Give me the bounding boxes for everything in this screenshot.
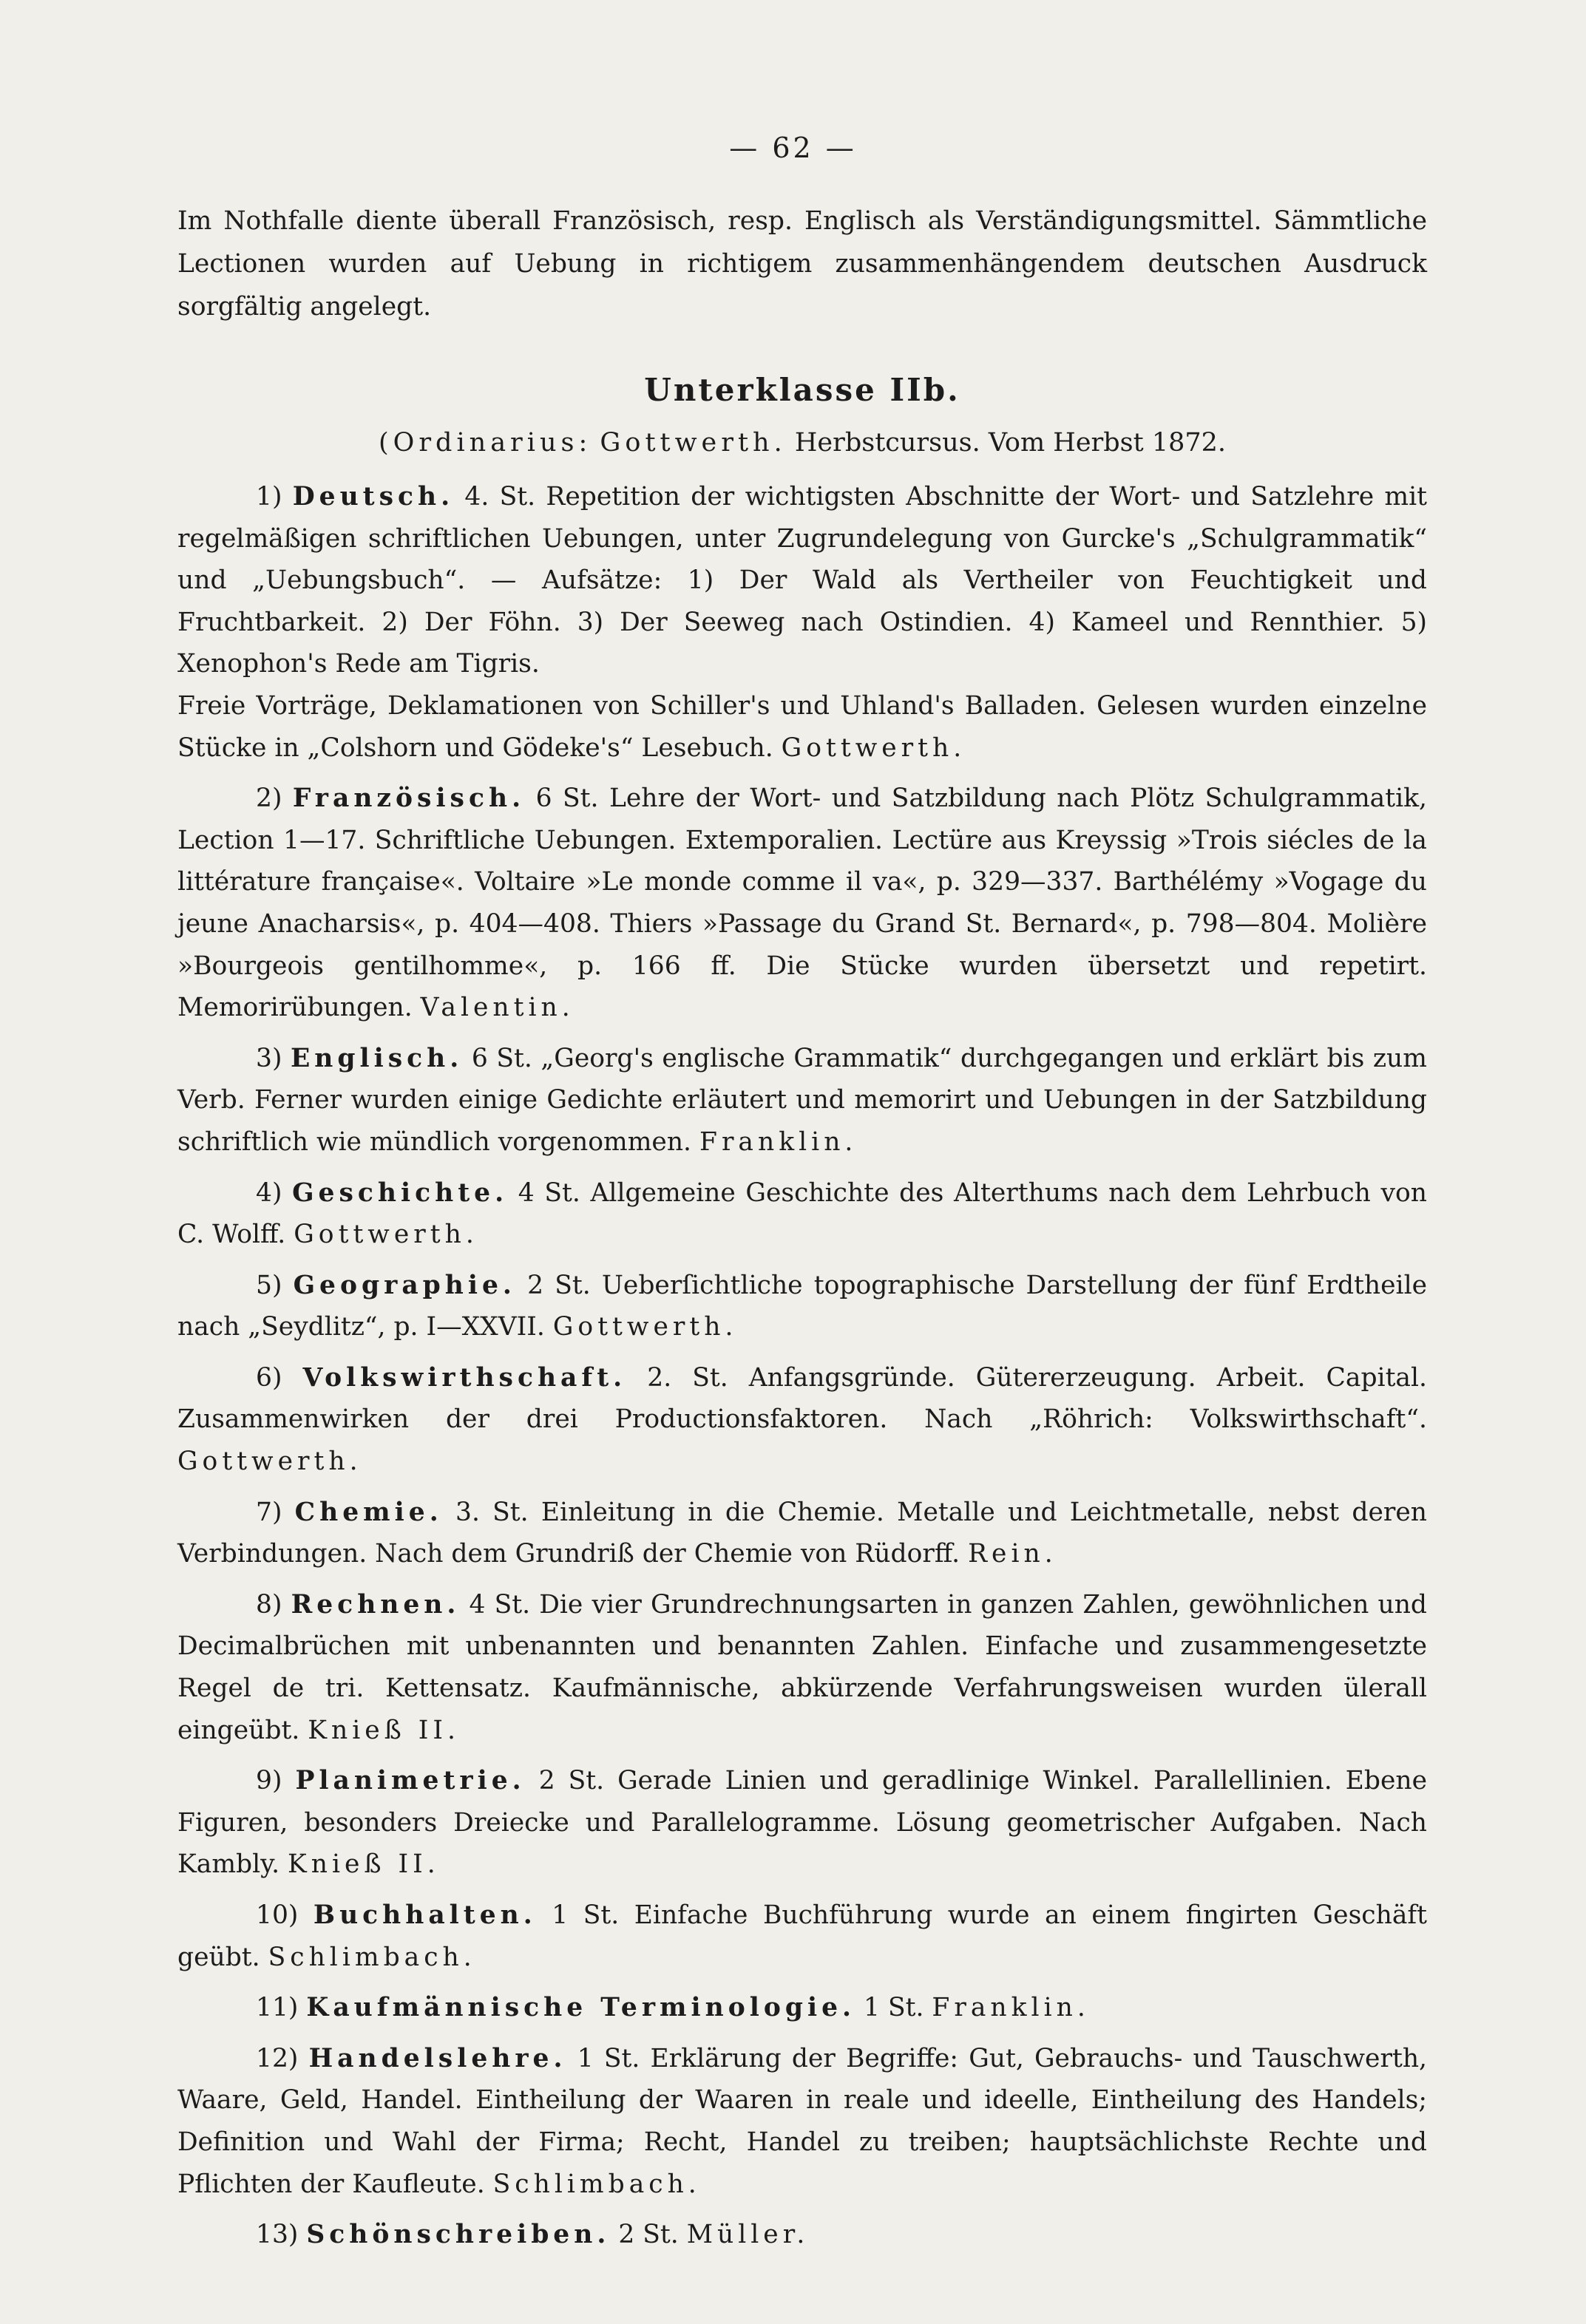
item-text: 1 St. Erklärung der Begriffe: Gut, Gebrauchs- und Tauschwerth, Waare, Geld, Handel. Eintheilung der Waaren in reale und ideelle, Eintheilung des Handels; Definition und Wahl der Firma; Recht, Handel zu treiben; hauptsächlichste Rechte und Pflichten der Kaufleute. bbox=[177, 2043, 1428, 2199]
item-teacher: Müller. bbox=[686, 2220, 810, 2250]
item-number: 12) bbox=[256, 2043, 299, 2073]
item-teacher: Knieß II. bbox=[308, 1715, 460, 1745]
ordinarius-label: (Ordinarius: bbox=[378, 428, 592, 458]
item-number: 2) bbox=[256, 784, 282, 814]
item-text: 1 St. Einfache Buchführung wurde an einem fingirten Geschäft geübt. bbox=[177, 1900, 1428, 1972]
item-teacher: Gottwerth. bbox=[552, 1312, 738, 1342]
list-item bbox=[177, 1895, 1427, 1978]
item-subject: Planimetrie. bbox=[295, 1766, 526, 1796]
item-text: 2 St. bbox=[618, 2220, 679, 2250]
item-text: 4. St. Repetition der wichtigsten Abschnitte der Wort- und Satzlehre mit regelmäßigen schriftlichen Uebungen, unter Zugrundelegung von Gurcke's „Schulgrammatik“ und „Uebungsbuch“. — Aufsätze: 1) Der Wald als Vertheiler von Feuchtigkeit und Fruchtbarkeit. 2) Der Föhn. 3) Der Seeweg nach Ostindien. 4) Kameel und Rennthier. 5) Xenophon's Rede am Tigris. bbox=[177, 482, 1428, 679]
item-number: 8) bbox=[256, 1589, 282, 1620]
list-item bbox=[177, 2038, 1427, 2205]
item-text: 6 St. Lehre der Wort- und Satzbildung nach Plötz Schulgrammatik, Lection 1—17. Schriftliche Uebungen. Extemporalien. Lectüre aus Kreyssig »Trois siécles de la littérature française«. Voltaire »Le monde comme il va«, p. 329—337. Barthélémy »Vogage du jeune Anacharsis«, p. 404—408. Thiers »Passage du Grand St. Bernard«, p. 798—804. Molière »Bourgeois gentilhomme«, p. 166 ff. Die Stücke wurden übersetzt und repetirt. Memorirübungen. bbox=[177, 784, 1428, 1023]
item-subject: Volkswirthschaft. bbox=[302, 1362, 627, 1393]
item-subject: Rechnen. bbox=[291, 1589, 461, 1620]
item-text: 3. St. Einleitung in die Chemie. Metalle und Leichtmetalle, nebst deren Verbindungen. Nach dem Grundriß der Chemie von Rüdorff. bbox=[177, 1497, 1427, 1569]
item-teacher: Knieß II. bbox=[288, 1849, 440, 1880]
item-text: 6 St. „Georg's englische Grammatik“ durchgegangen und erklärt bis zum Verb. Ferner wurden einige Gedichte erläutert und memorirt und Uebungen in der Satzbildung schriftlich wie mündlich vorgenommen. bbox=[177, 1043, 1427, 1157]
intro-paragraph: Im Nothfalle diente überall Französisch, resp. Englisch als Verständigungsmittel. Sämmtliche Lectionen wurden auf Uebung in richtigem zusammenhängendem deutschen Ausdruck sorgfältig angelegt. bbox=[177, 206, 1427, 322]
item-subject: Deutsch. bbox=[292, 482, 455, 512]
item-number: 11) bbox=[256, 1993, 299, 2023]
list-item bbox=[177, 1584, 1427, 1751]
item-text: 4 St. Die vier Grundrechnungsarten in ganzen Zahlen, gewöhnlichen und Decimalbrüchen mit unbenannten und benannten Zahlen. Einfache und zusammengesetzte Regel de tri. Kettensatz. Kaufmännische, abkürzende Verfahrungsweisen wurden ülerall eingeübt. bbox=[177, 1589, 1428, 1745]
item-teacher: Franklin. bbox=[699, 1127, 858, 1157]
section-subtitle bbox=[177, 421, 1427, 464]
item-number: 1) bbox=[256, 482, 282, 512]
item-subject: Chemie. bbox=[294, 1497, 443, 1527]
item-text: 4 St. Allgemeine Geschichte des Alterthums nach dem Lehrbuch von C. Wolff. bbox=[177, 1178, 1427, 1250]
item-teacher: Gottwerth. bbox=[294, 1220, 478, 1250]
item-number: 10) bbox=[256, 1900, 299, 1930]
course-info: Herbstcursus. Vom Herbst 1872. bbox=[794, 428, 1227, 458]
list-item bbox=[177, 1760, 1427, 1886]
item-text: 1 St. bbox=[864, 1993, 924, 2023]
list-item bbox=[177, 1357, 1427, 1483]
item-text: 2 St. Gerade Linien und geradlinige Winkel. Parallellinien. Ebene Figuren, besonders Dreiecke und Parallelogramme. Lösung geometrischer Aufgaben. Nach Kambly. bbox=[177, 1766, 1428, 1880]
item-subject: Schönschreiben. bbox=[306, 2220, 611, 2250]
list-item bbox=[177, 1172, 1427, 1256]
item-teacher: Gottwerth. bbox=[781, 733, 966, 763]
item-teacher: Gottwerth. bbox=[177, 1447, 362, 1477]
item-subject: Handelslehre. bbox=[308, 2043, 567, 2073]
item-subject: Englisch. bbox=[291, 1043, 464, 1073]
list-item bbox=[177, 1492, 1427, 1575]
list-item bbox=[177, 2214, 1427, 2256]
item-teacher: Rein. bbox=[968, 1539, 1057, 1569]
item-subject: Französisch. bbox=[292, 784, 526, 814]
item-text-2: Freie Vorträge, Deklamationen von Schiller's und Uhland's Balladen. Gelesen wurden einzelne Stücke in „Colshorn und Gödeke's“ Lesebuch. bbox=[177, 690, 1427, 763]
item-text: 2 St. Ueberſichtliche topographische Darstellung der fünf Erdtheile nach „Seydlitz“, p. I—XXVII. bbox=[177, 1270, 1428, 1342]
subject-list bbox=[177, 476, 1427, 2256]
item-subject: Geographie. bbox=[293, 1270, 516, 1300]
list-item bbox=[177, 476, 1427, 769]
ordinarius-name: Gottwerth. bbox=[600, 428, 787, 458]
page-number: — 62 — bbox=[729, 132, 857, 164]
item-number: 4) bbox=[256, 1178, 282, 1208]
list-item bbox=[177, 1265, 1427, 1348]
item-teacher: Schlimbach. bbox=[492, 2169, 701, 2199]
list-item bbox=[177, 1038, 1427, 1163]
item-teacher: Valentin. bbox=[420, 993, 575, 1023]
list-item bbox=[177, 778, 1427, 1029]
item-number: 13) bbox=[256, 2220, 299, 2250]
item-subject: Buchhalten. bbox=[313, 1900, 537, 1930]
item-teacher: Schlimbach. bbox=[268, 1942, 476, 1972]
item-number: 6) bbox=[256, 1362, 282, 1393]
item-subject: Geschichte. bbox=[292, 1178, 509, 1208]
item-number: 7) bbox=[256, 1497, 282, 1527]
item-teacher: Franklin. bbox=[932, 1993, 1090, 2023]
list-item bbox=[177, 1987, 1427, 2029]
item-text: 2. St. Anfangsgründe. Gütererzeugung. Arbeit. Capital. Zusammenwirken der drei Productionsfaktoren. Nach „Röhrich: Volkswirthschaft“. bbox=[177, 1362, 1428, 1435]
item-subject: Kaufmännische Terminologie. bbox=[306, 1993, 856, 2023]
item-number: 3) bbox=[256, 1043, 282, 1073]
item-number: 5) bbox=[256, 1270, 282, 1300]
item-number: 9) bbox=[256, 1766, 282, 1796]
page-content bbox=[177, 200, 1427, 2265]
section-title: Unterklasse IIb. bbox=[644, 372, 960, 408]
